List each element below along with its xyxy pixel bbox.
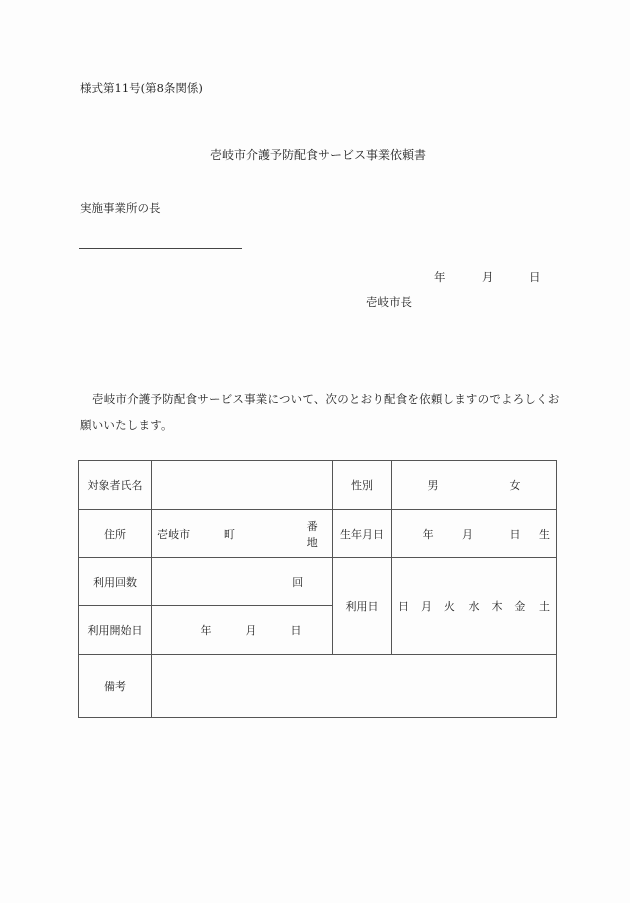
birthdate-day-unit: 日 bbox=[509, 527, 521, 541]
addressee-blank-line[interactable] bbox=[79, 248, 242, 249]
name-input-cell[interactable] bbox=[152, 461, 333, 510]
weekday-fri[interactable]: 金 bbox=[514, 600, 526, 613]
usage-day-options-cell[interactable] bbox=[392, 558, 557, 655]
request-form-table bbox=[78, 460, 557, 718]
gender-label: 性別 bbox=[333, 461, 392, 510]
usage-count-input-cell[interactable] bbox=[152, 558, 333, 606]
usage-day-label: 利用日 bbox=[333, 558, 392, 655]
weekday-sun[interactable]: 日 bbox=[397, 600, 409, 613]
birthdate-suffix: 生 bbox=[539, 527, 551, 541]
address-city: 壱岐市 bbox=[157, 527, 191, 541]
address-banchi-unit: 番地 bbox=[306, 519, 318, 549]
address-input-cell[interactable] bbox=[152, 510, 333, 558]
gender-option-male[interactable]: 男 bbox=[427, 479, 439, 492]
addressee-label: 実施事業所の長 bbox=[80, 201, 161, 215]
request-body-text: 壱岐市介護予防配食サービス事業について、次のとおり配食を依頼しますのでよろしくお願いいたします。 bbox=[80, 392, 560, 432]
table-row bbox=[79, 558, 557, 606]
usage-count-unit: 回 bbox=[292, 575, 304, 589]
start-date-input-cell[interactable] bbox=[152, 606, 333, 655]
name-label: 対象者氏名 bbox=[79, 461, 152, 510]
document-title: 壱岐市介護予防配食サービス事業依頼書 bbox=[210, 148, 427, 162]
date-year-label: 年 bbox=[434, 270, 446, 284]
gender-options-cell[interactable] bbox=[392, 461, 557, 510]
weekday-tue[interactable]: 火 bbox=[443, 600, 455, 613]
birthdate-year-unit: 年 bbox=[422, 527, 434, 541]
table-row bbox=[79, 655, 557, 718]
address-label: 住所 bbox=[79, 510, 152, 558]
gender-option-female[interactable]: 女 bbox=[509, 479, 521, 492]
usage-count-label: 利用回数 bbox=[79, 558, 152, 606]
start-date-year-unit: 年 bbox=[200, 624, 212, 637]
remarks-label: 備考 bbox=[79, 655, 152, 718]
remarks-input-cell[interactable] bbox=[152, 655, 557, 718]
form-number: 様式第11号(第8条関係) bbox=[80, 81, 203, 95]
start-date-day-unit: 日 bbox=[290, 624, 302, 637]
birthdate-input-cell[interactable] bbox=[392, 510, 557, 558]
address-town-unit: 町 bbox=[223, 527, 235, 541]
weekday-thu[interactable]: 木 bbox=[491, 600, 503, 613]
weekday-wed[interactable]: 水 bbox=[468, 600, 480, 613]
start-date-month-unit: 月 bbox=[245, 624, 257, 637]
date-month-label: 月 bbox=[482, 270, 494, 284]
weekday-mon[interactable]: 月 bbox=[420, 600, 432, 613]
birthdate-month-unit: 月 bbox=[461, 527, 473, 541]
table-row bbox=[79, 510, 557, 558]
table-row bbox=[79, 461, 557, 510]
issuer-label: 壱岐市長 bbox=[366, 295, 412, 309]
start-date-label: 利用開始日 bbox=[79, 606, 152, 655]
date-day-label: 日 bbox=[529, 270, 541, 284]
birthdate-label: 生年月日 bbox=[333, 510, 392, 558]
weekday-sat[interactable]: 土 bbox=[539, 600, 551, 613]
